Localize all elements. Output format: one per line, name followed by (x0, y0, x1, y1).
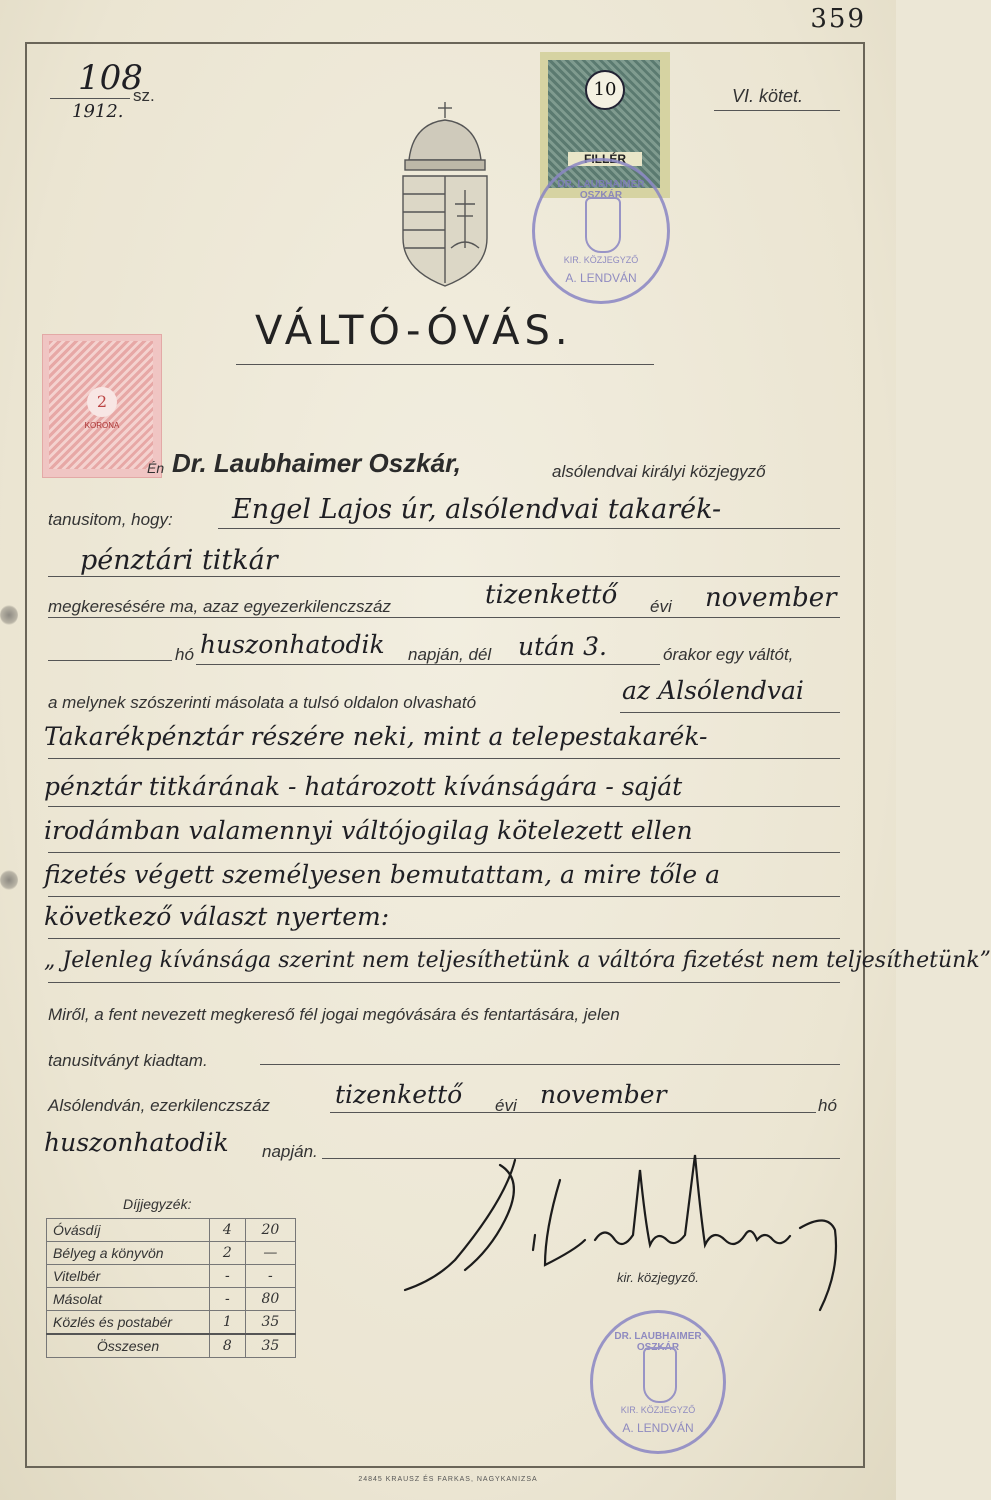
issue-day: huszonhatodik (44, 1128, 229, 1157)
text-mirol: Miről, a fent nevezett megkereső fél jogai megóvására és fentartására, jelen (48, 1005, 620, 1024)
signature-title: kir. közjegyző. (617, 1270, 699, 1285)
page-number: 359 (810, 4, 866, 34)
fees-heading: Díjjegyzék: (123, 1196, 192, 1212)
fee-table (46, 1218, 296, 1358)
stamp-unit: KORONA (84, 421, 120, 430)
time: után 3. (518, 632, 607, 661)
notary-seal-lower (590, 1310, 726, 1454)
notary-seal (532, 158, 670, 304)
sz-label: sz. (133, 86, 155, 105)
coat-of-arms-icon (395, 98, 495, 293)
text-alsolendvan: Alsólendván, ezerkilenczszáz (48, 1096, 271, 1115)
text-ho2: hó (818, 1096, 837, 1115)
requester-line-2: pénztári titkár (80, 545, 278, 576)
handwritten-line-3: pénztár titkárának - határozott kívánságára - saját (44, 772, 683, 801)
table-row: Óvásdíj 4 20 (47, 1219, 296, 1242)
table-row: Másolat - 80 (47, 1288, 296, 1311)
issue-year: tizenkettő (335, 1080, 463, 1109)
seal-place: A. LENDVÁN (565, 271, 637, 285)
table-row: Bélyeg a könyvön 2 — (47, 1242, 296, 1265)
date-month: november (705, 583, 837, 613)
text-evi: évi (650, 597, 672, 616)
text-ho: hó (175, 645, 194, 664)
document-title: VÁLTÓ-ÓVÁS. (255, 308, 573, 354)
printer-imprint: 24845 KRAUSZ ÉS FARKAS, NAGYKANIZSA (358, 1476, 538, 1483)
text-napjan-del: napján, dél (408, 645, 492, 664)
handwritten-line-5: fizetés végett személyesen bemutattam, a mire tőle a (44, 860, 721, 889)
date-year: tizenkettő (485, 580, 618, 610)
text-amelynek: a melynek szószerinti másolata a tulsó oldalon olvasható (48, 693, 477, 712)
seal-name: DR. LAUBHAIMER OSZKÁR (557, 179, 645, 201)
handwritten-line-6: következő választ nyertem: (44, 902, 390, 931)
volume-label: VI. kötet. (732, 86, 804, 106)
issue-month: november (540, 1080, 667, 1109)
handwritten-line-4: irodámban valamennyi váltójogilag kötelezett ellen (44, 816, 693, 845)
notary-title: alsólendvai királyi közjegyző (552, 462, 766, 481)
table-row: Összesen 8 35 (47, 1334, 296, 1358)
record-year: 1912. (72, 101, 124, 122)
text-tanusitvanyt: tanusitványt kiadtam. (48, 1051, 208, 1070)
text-orakor: órakor egy váltót, (663, 645, 794, 664)
seal-role: KIR. KÖZJEGYZŐ (620, 1405, 696, 1415)
punch-hole (0, 605, 18, 625)
text-megkeresesere: megkeresésére ma, azaz egyezerkilenczszáz (48, 597, 391, 616)
text-tanusitom: tanusitom, hogy: (48, 510, 173, 529)
record-number: 108 (78, 58, 143, 98)
stamp-value: 2 (87, 387, 117, 417)
punch-hole (0, 870, 18, 890)
text-evi2: évi (495, 1096, 517, 1115)
seal-place: A. LENDVÁN (622, 1421, 694, 1435)
stamp-value: 10 (585, 70, 625, 110)
fee-stamp (42, 334, 165, 478)
table-row: Vitelbér - - (47, 1265, 296, 1288)
date-day: huszonhatodik (200, 630, 385, 659)
seal-name: DR. LAUBHAIMER OSZKÁR (614, 1331, 702, 1353)
text-napjan: napján. (262, 1142, 318, 1161)
notary-name: Dr. Laubhaimer Oszkár, (172, 448, 462, 478)
handwritten-line-2: Takarékpénztár részére neki, mint a telepestakarék- (44, 722, 708, 751)
table-row: Közlés és postabér 1 35 (47, 1311, 296, 1335)
seal-role: KIR. KÖZJEGYZŐ (563, 255, 639, 265)
stamp-unit: FILLÉR (568, 152, 642, 166)
signature-icon (395, 1140, 855, 1315)
handwritten-line-7: „ Jelenleg kívánsága szerint nem teljesíthetünk a váltóra fizetést nem teljesíthetünk” (44, 948, 991, 973)
handwritten-line-1: az Alsólendvai (622, 676, 804, 705)
requester-line-1: Engel Lajos úr, alsólendvai takarék- (232, 494, 722, 525)
text-en: Én (147, 460, 165, 476)
